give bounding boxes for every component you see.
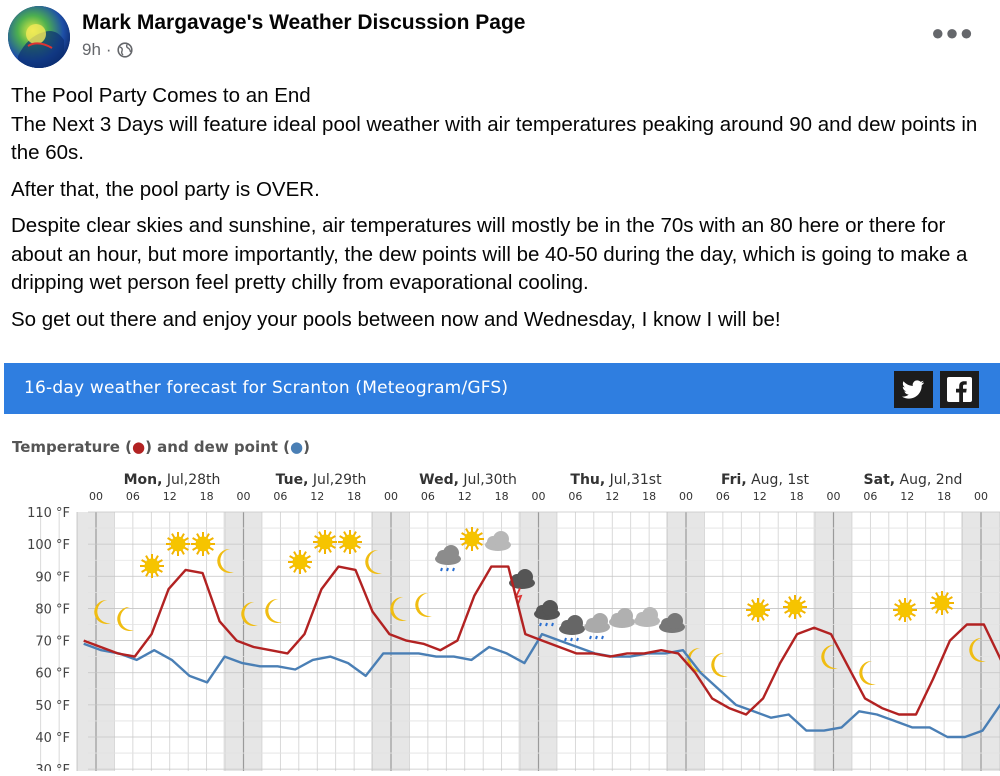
meteogram-chart: [0, 414, 1000, 771]
hour-label: 18: [199, 490, 214, 503]
day-label: Fri, Aug, 1st: [720, 472, 810, 488]
dew-dot-legend: ●: [290, 438, 304, 456]
day-label: Wed, Jul,30th: [419, 472, 517, 488]
twitter-share-button[interactable]: [894, 371, 933, 408]
moon-icon: [265, 599, 282, 623]
facebook-share-button[interactable]: [940, 371, 979, 408]
post-meta: [82, 40, 133, 60]
cloud-icon: [634, 607, 660, 627]
hour-label: 18: [642, 490, 657, 503]
page-avatar[interactable]: [8, 6, 70, 68]
twitter-icon: [894, 371, 933, 408]
hour-label: 06: [715, 490, 730, 503]
page-name[interactable]: Mark Margavage's Weather Discussion Page: [82, 11, 526, 34]
hour-label: 00: [89, 490, 103, 503]
sun-icon: [140, 554, 164, 578]
cloud-icon: [485, 531, 511, 551]
sun-icon: [288, 550, 312, 574]
hour-label: 18: [347, 490, 362, 503]
globe-icon: [117, 42, 133, 58]
sun-icon: [338, 530, 362, 554]
hour-label: 06: [420, 490, 435, 503]
hour-label: 12: [457, 490, 472, 503]
meteogram-svg: [0, 414, 1000, 771]
chart-banner-title: 16-day weather forecast for Scranton (Meteogram/GFS): [24, 378, 509, 398]
y-tick-label: 70 °F: [35, 634, 70, 650]
sun-icon: [783, 595, 807, 619]
sun-icon: [746, 598, 770, 622]
temp-dot-legend: ●: [131, 438, 146, 456]
hour-label: 00: [826, 490, 841, 503]
day-label: Thu, Jul,31st: [570, 472, 662, 488]
post-paragraph: The Pool Party Comes to an End The Next 3 Days will feature ideal pool weather with air temperatures peaking around 90 and dew points in the 60s.: [11, 84, 978, 164]
y-tick-label: 60 °F: [35, 666, 70, 682]
hour-label: 06: [273, 490, 288, 503]
day-label: Sat, Aug, 2nd: [863, 472, 963, 488]
day-label: Mon, Jul,28th: [123, 472, 221, 488]
hour-label: 18: [937, 490, 952, 503]
y-tick-label: 100 °F: [27, 538, 70, 554]
hour-label: 18: [789, 490, 804, 503]
post-paragraph: So get out there and enjoy your pools between now and Wednesday, I know I will be!: [11, 307, 781, 331]
hour-label: 00: [236, 490, 251, 503]
y-tick-label: 110 °F: [27, 506, 70, 521]
sun-icon: [460, 527, 484, 551]
sun-icon: [191, 532, 215, 556]
post-paragraph: Despite clear skies and sunshine, air temperatures will mostly be in the 70s with an 80 here or there for about an hour, but more importantly, the dew points will be 40-50 during the day, which is going to make a dripping wet person feel pretty chilly from evaporational cooling.: [11, 214, 968, 294]
hour-label: 00: [531, 490, 546, 503]
rain-cloud-icon: [559, 615, 585, 641]
facebook-icon: [940, 371, 979, 408]
moon-icon: [117, 607, 134, 631]
rain-cloud-icon: [435, 545, 461, 571]
moon-icon: [415, 593, 432, 617]
hour-label: 00: [679, 490, 693, 503]
hour-label: 00: [384, 490, 398, 503]
y-tick-label: 40 °F: [35, 731, 70, 746]
hour-label: 06: [125, 490, 140, 503]
chart-banner: [4, 363, 1000, 414]
sun-icon: [313, 530, 337, 554]
hour-label: 12: [752, 490, 767, 503]
hour-label: 06: [863, 490, 878, 503]
hour-label: 12: [605, 490, 620, 503]
post-header: [0, 0, 1000, 72]
more-options-icon[interactable]: ●●●: [931, 20, 974, 45]
hour-label: 12: [900, 490, 915, 503]
post-time[interactable]: 9h: [82, 40, 101, 59]
hour-label: 12: [310, 490, 325, 503]
hour-label: 12: [162, 490, 177, 503]
hour-label: 18: [494, 490, 509, 503]
meta-separator: ·: [105, 40, 112, 59]
y-tick-label: 80 °F: [35, 602, 70, 618]
cloud-icon: [659, 613, 685, 633]
sun-icon: [893, 598, 917, 622]
y-tick-label: 90 °F: [35, 570, 70, 586]
chart-title: Temperature (●) and dew point (●): [12, 438, 310, 456]
hour-label: 00: [974, 490, 988, 503]
day-label: Tue, Jul,29th: [275, 472, 367, 488]
y-tick-label: 30 °F: [35, 763, 70, 771]
sun-icon: [930, 591, 954, 615]
post-paragraph: After that, the pool party is OVER.: [11, 177, 320, 201]
cloud-icon: [609, 608, 635, 628]
rain-cloud-icon: [584, 613, 610, 639]
hour-label: 06: [568, 490, 583, 503]
post-text: [11, 82, 991, 342]
y-tick-label: 50 °F: [35, 698, 70, 714]
